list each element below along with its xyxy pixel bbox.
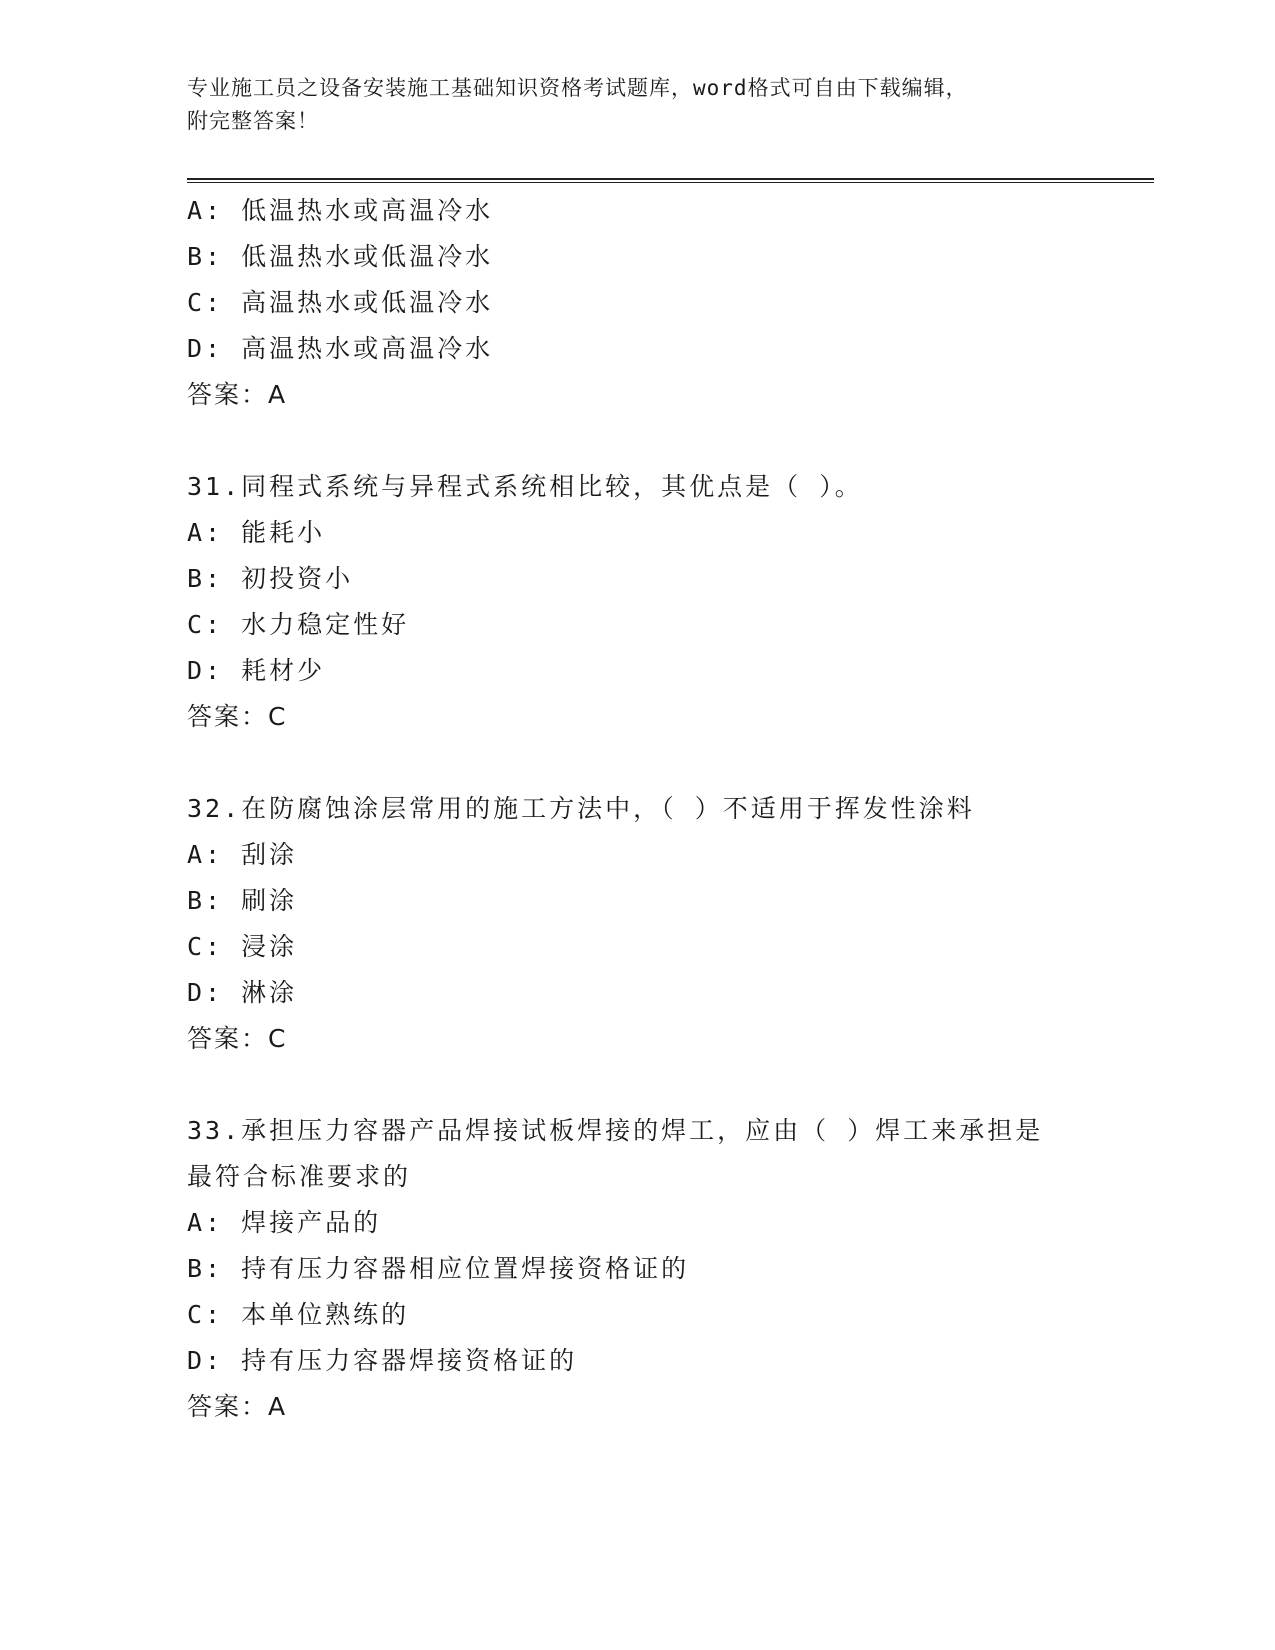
option-c: C: 水力稳定性好 [187,610,410,639]
question-block-33 [187,1108,1154,1430]
option-c: C: 本单位熟练的 [187,1300,410,1329]
option-d: D: 耗材少 [187,656,326,685]
option-c: C: 高温热水或低温冷水 [187,288,494,317]
answer-line: 答案：A [187,380,288,409]
document-header [187,72,1067,138]
answer-line: 答案：C [187,702,288,731]
answer-line: 答案：A [187,1392,288,1421]
option-b: B: 低温热水或低温冷水 [187,242,494,271]
option-a: A: 焊接产品的 [187,1208,382,1237]
question-block-32 [187,786,1154,1062]
option-a: A: 低温热水或高温冷水 [187,196,494,225]
question-text: 32.在防腐蚀涂层常用的施工方法中，（ ）不适用于挥发性涂料 [187,794,975,823]
option-b: B: 初投资小 [187,564,354,593]
option-a: A: 能耗小 [187,518,326,547]
header-line-2: 附完整答案！ [187,109,319,133]
option-b: B: 持有压力容器相应位置焊接资格证的 [187,1254,690,1283]
question-list [187,188,1154,1430]
question-text-line-2: 最符合标准要求的 [187,1162,412,1191]
option-b: B: 刷涂 [187,886,298,915]
option-d: D: 高温热水或高温冷水 [187,334,494,363]
option-a: A: 刮涂 [187,840,298,869]
option-d: D: 持有压力容器焊接资格证的 [187,1346,578,1375]
header-divider [187,178,1154,183]
answer-line: 答案：C [187,1024,288,1053]
question-block-30 [187,188,1154,418]
question-block-31 [187,464,1154,740]
option-c: C: 浸涂 [187,932,298,961]
header-line-1: 专业施工员之设备安装施工基础知识资格考试题库，word格式可自由下载编辑， [187,76,968,100]
question-text-line-1: 33.承担压力容器产品焊接试板焊接的焊工，应由（ ）焊工来承担是 [187,1116,1044,1145]
question-text: 31.同程式系统与异程式系统相比较，其优点是（ ）。 [187,472,863,501]
option-d: D: 淋涂 [187,978,298,1007]
